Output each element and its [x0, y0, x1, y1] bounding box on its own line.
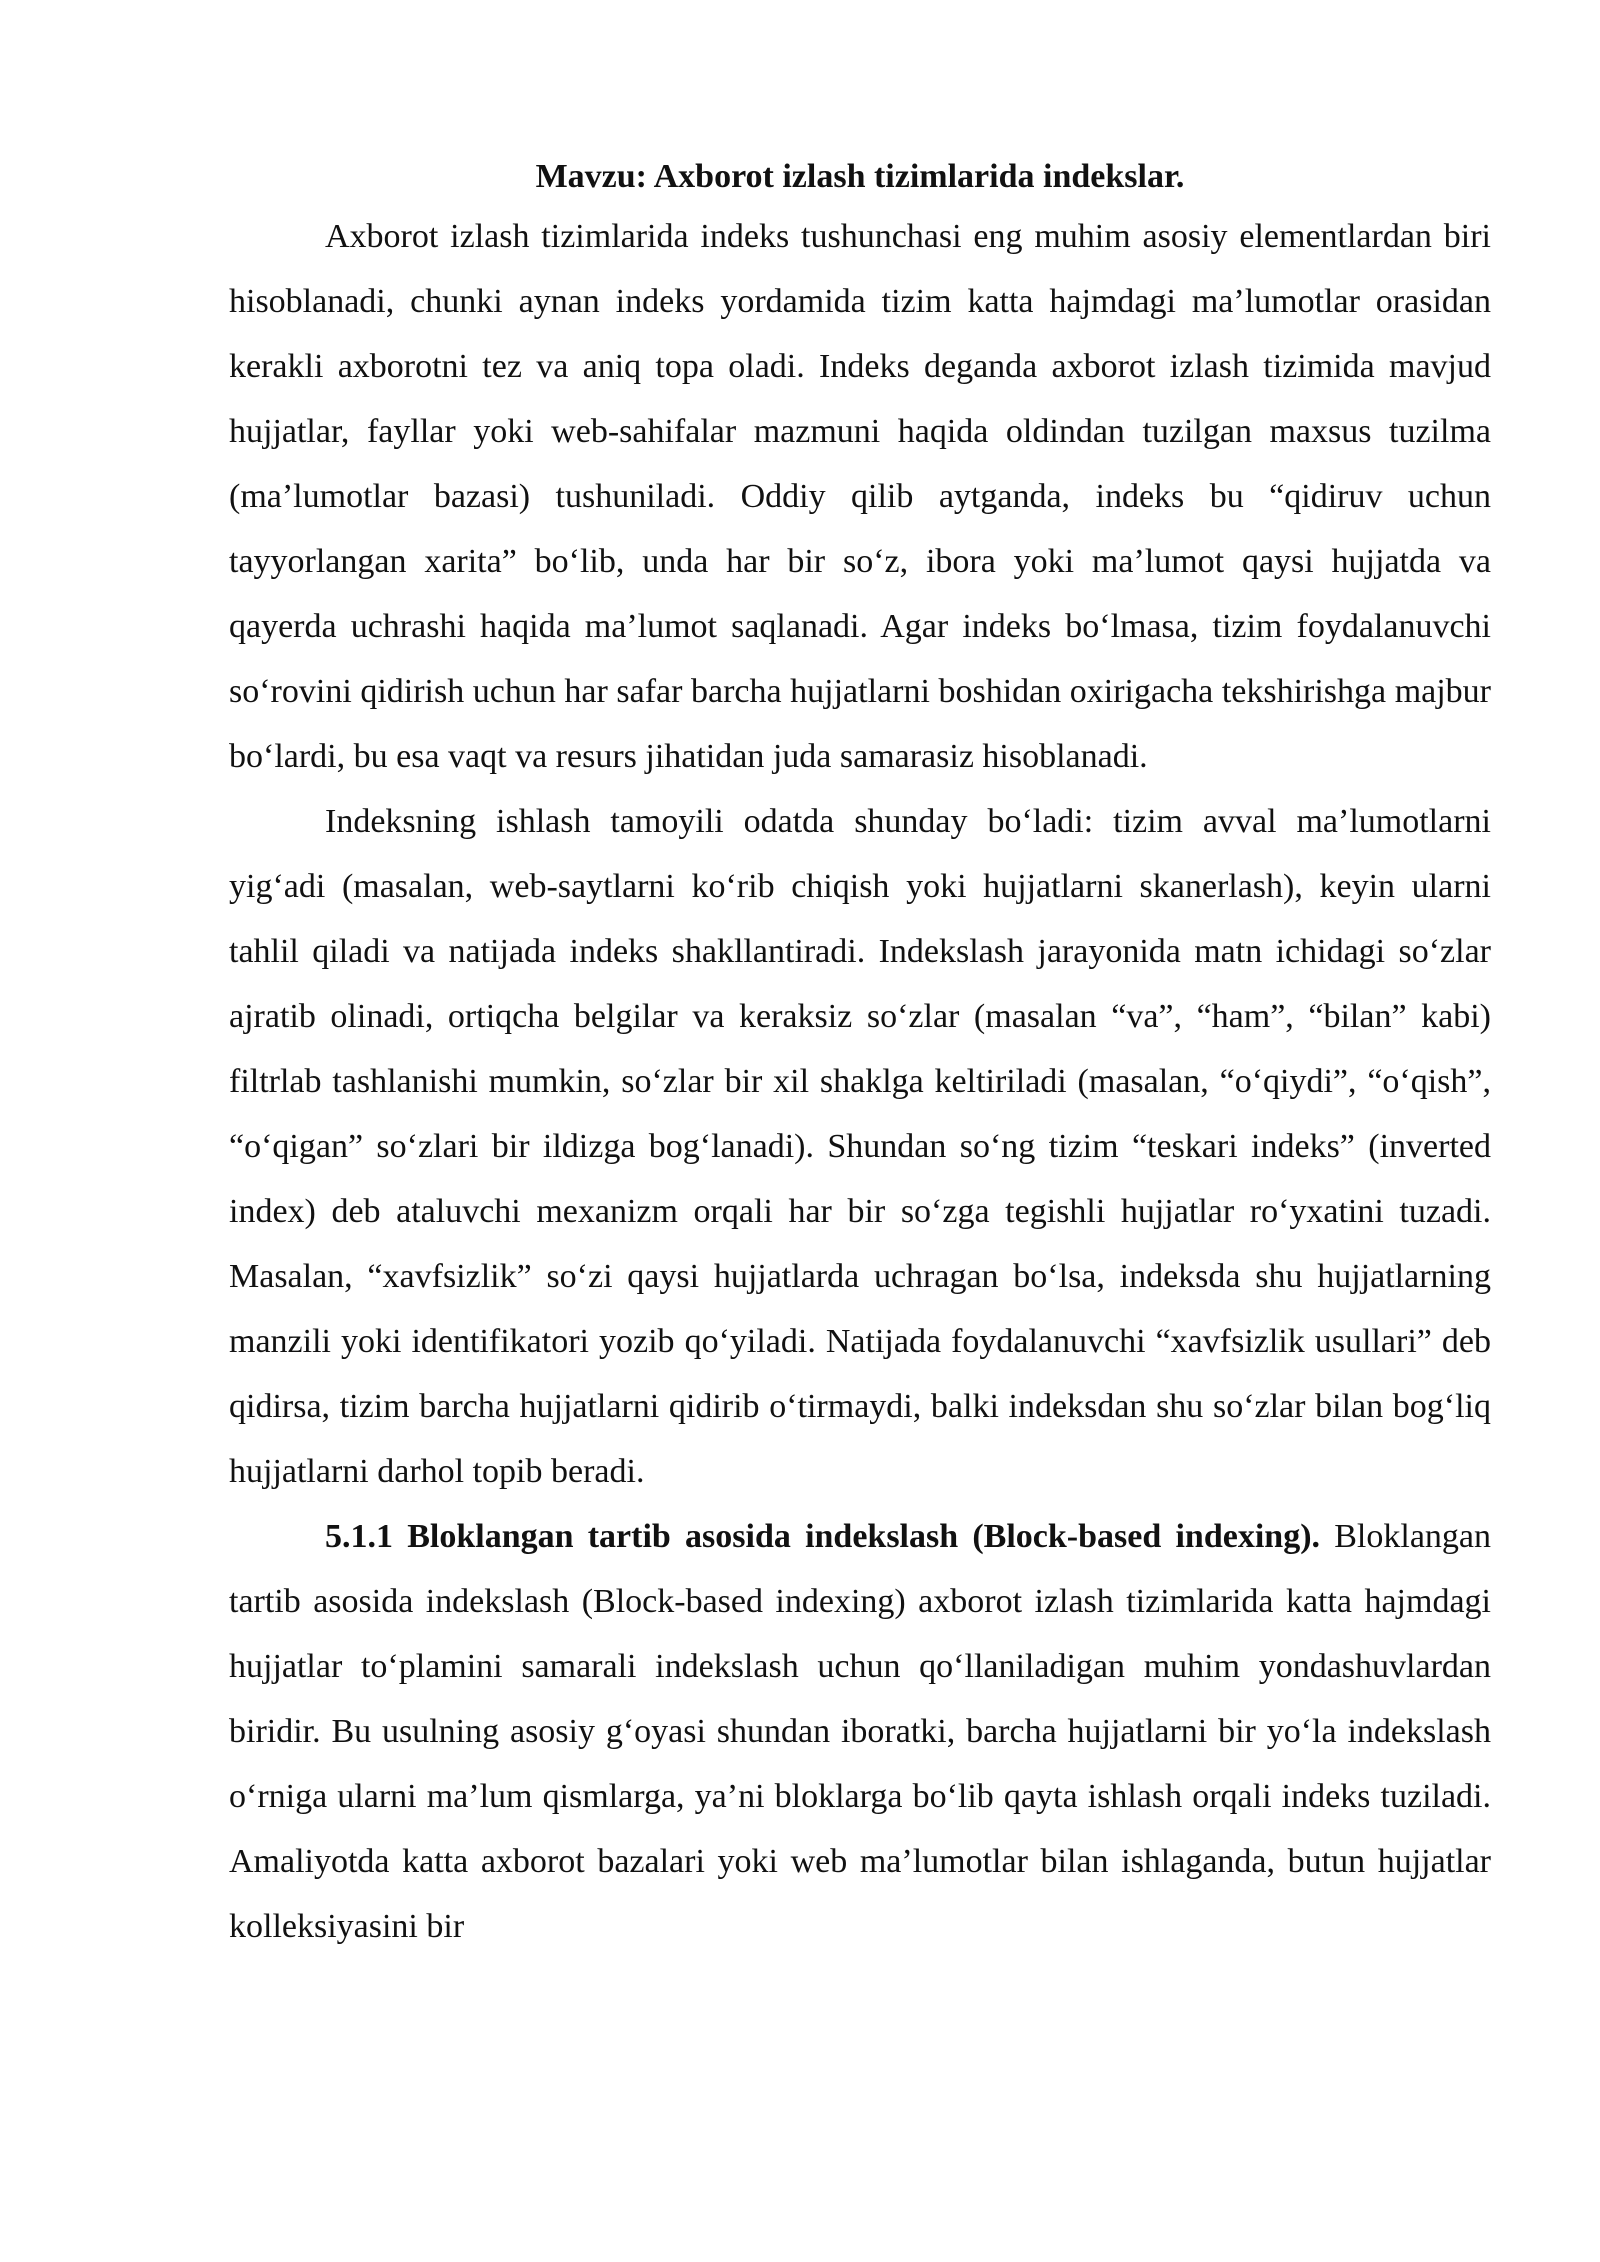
section-heading: 5.1.1 Bloklangan tartib asosida indekslash (Block-based indexing). [325, 1518, 1321, 1555]
page-title: Mavzu: Axborot izlash tizimlarida indekslar. [535, 158, 1185, 195]
paragraph: Indeksning ishlash tamoyili odatda shunday bo‘ladi: tizim avval ma’lumotlarni yig‘adi (masalan, web-saytlarni ko‘rib chiqish yoki hujjatlarni skanerlash), keyin ularni tahlil qiladi va natijada indeks shakllantiradi. Indekslash jarayonida matn ichidagi so‘zlar ajratib olinadi, ortiqcha belgilar va keraksiz so‘zlar (masalan “va”, “ham”, “bilan” kabi) filtrlab tashlanishi mumkin, so‘zlar bir xil shaklga keltiriladi (masalan, “o‘qiydi”, “o‘qish”, “o‘qigan” so‘zlari bir ildizga bog‘lanadi). Shundan so‘ng tizim “teskari indeks” (inverted index) deb ataluvchi mexanizm orqali har bir so‘zga tegishli hujjatlar ro‘yxatini tuzadi. Masalan, “xavfsizlik” so‘zi qaysi hujjatlarda uchragan bo‘lsa, indeksda shu hujjatlarning manzili yoki identifikatori yozib qo‘yiladi. Natijada foydalanuvchi “xavfsizlik usullari” deb qidirsa, tizim barcha hujjatlarni qidirib o‘tirmaydi, balki indeksdan shu so‘zlar bilan bog‘liq hujjatlarni darhol topib beradi. [229, 803, 1491, 1490]
section-paragraph-text: Bloklangan tartib asosida indekslash (Block-based indexing) axborot izlash tizimlarida katta hajmdagi hujjatlar to‘plamini samarali indekslash uchun qo‘llaniladigan muhim yondashuvlardan biridir. Bu usulning asosiy g‘oyasi shundan iboratki, barcha hujjatlarni bir yo‘la indekslash o‘rniga ularni ma’lum qismlarga, ya’ni bloklarga bo‘lib qayta ishlash orqali indeks tuziladi. Amaliyotda katta axborot bazalari yoki web ma’lumotlar bilan ishlaganda, butun hujjatlar kolleksiyasini bir [229, 1518, 1492, 1945]
document-body [229, 150, 1491, 1959]
section-paragraph [229, 1504, 1491, 1959]
paragraph: Axborot izlash tizimlarida indeks tushunchasi eng muhim asosiy elementlardan biri hisoblanadi, chunki aynan indeks yordamida tizim katta hajmdagi ma’lumotlar orasidan kerakli axborotni tez va aniq topa oladi. Indeks deganda axborot izlash tizimida mavjud hujjatlar, fayllar yoki web-sahifalar mazmuni haqida oldindan tuzilgan maxsus tuzilma (ma’lumotlar bazasi) tushuniladi. Oddiy qilib aytganda, indeks bu “qidiruv uchun tayyorlangan xarita” bo‘lib, unda har bir so‘z, ibora yoki ma’lumot qaysi hujjatda va qayerda uchrashi haqida ma’lumot saqlanadi. Agar indeks bo‘lmasa, tizim foydalanuvchi so‘rovini qidirish uchun har safar barcha hujjatlarni boshidan oxirigacha tekshirishga majbur bo‘lardi, bu esa vaqt va resurs jihatidan juda samarasiz hisoblanadi. [229, 218, 1491, 775]
